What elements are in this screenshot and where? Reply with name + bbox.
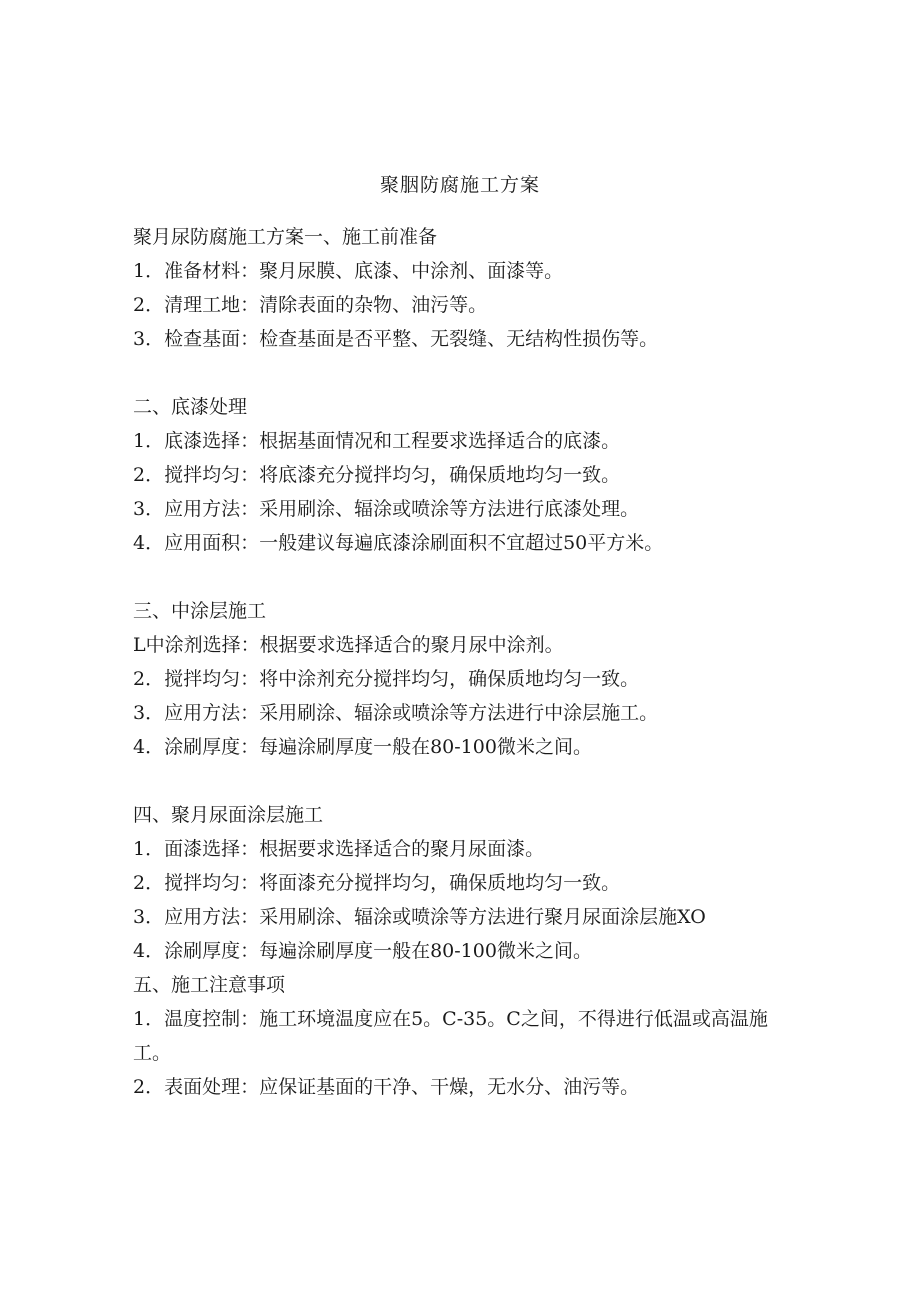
list-item: 4．应用面积：一般建议每遍底漆涂刷面积不宜超过50平方米。 bbox=[133, 532, 664, 554]
list-item: L中涂剂选择：根据要求选择适合的聚月尿中涂剂。 bbox=[133, 634, 564, 656]
list-item: 3．检查基面：检查基面是否平整、无裂缝、无结构性损伤等。 bbox=[133, 328, 659, 350]
list-item: 3．应用方法：采用刷涂、辐涂或喷涂等方法进行中涂层施工。 bbox=[133, 702, 659, 724]
list-item: 1．底漆选择：根据基面情况和工程要求选择适合的底漆。 bbox=[133, 430, 621, 452]
list-item: 4．涂刷厚度：每遍涂刷厚度一般在80-100微米之间。 bbox=[133, 940, 592, 962]
list-item: 1．面漆选择：根据要求选择适合的聚月尿面漆。 bbox=[133, 838, 545, 860]
list-item: 3．应用方法：采用刷涂、辐涂或喷涂等方法进行聚月尿面涂层施XO bbox=[133, 906, 706, 928]
list-item: 2．清理工地：清除表面的杂物、油污等。 bbox=[133, 294, 488, 316]
section-heading: 三、中涂层施工 bbox=[133, 600, 267, 622]
list-item: 1．温度控制：施工环境温度应在5。C-35。C之间，不得进行低温或高温施工。 bbox=[133, 1008, 768, 1064]
document-body bbox=[133, 220, 793, 1104]
list-item: 2．搅拌均匀：将中涂剂充分搅拌均匀，确保质地均匀一致。 bbox=[133, 668, 640, 690]
section-heading: 聚月尿防腐施工方案一、施工前准备 bbox=[133, 226, 438, 248]
list-item: 2．搅拌均匀：将面漆充分搅拌均匀，确保质地均匀一致。 bbox=[133, 872, 621, 894]
list-item: 1．准备材料：聚月尿膜、底漆、中涂剂、面漆等。 bbox=[133, 260, 564, 282]
section-heading: 二、底漆处理 bbox=[133, 396, 248, 418]
list-item: 3．应用方法：采用刷涂、辐涂或喷涂等方法进行底漆处理。 bbox=[133, 498, 640, 520]
paragraph-gap bbox=[133, 356, 793, 390]
section-heading: 五、施工注意事项 bbox=[133, 974, 286, 996]
list-item: 2．搅拌均匀：将底漆充分搅拌均匀，确保质地均匀一致。 bbox=[133, 464, 621, 486]
section-heading: 四、聚月尿面涂层施工 bbox=[133, 804, 324, 826]
paragraph-gap bbox=[133, 764, 793, 798]
list-item: 2．表面处理：应保证基面的干净、干燥，无水分、油污等。 bbox=[133, 1076, 640, 1098]
document-title: 聚胭防腐施工方案 bbox=[379, 174, 540, 196]
list-item: 4．涂刷厚度：每遍涂刷厚度一般在80-100微米之间。 bbox=[133, 736, 592, 758]
paragraph-gap bbox=[133, 560, 793, 594]
